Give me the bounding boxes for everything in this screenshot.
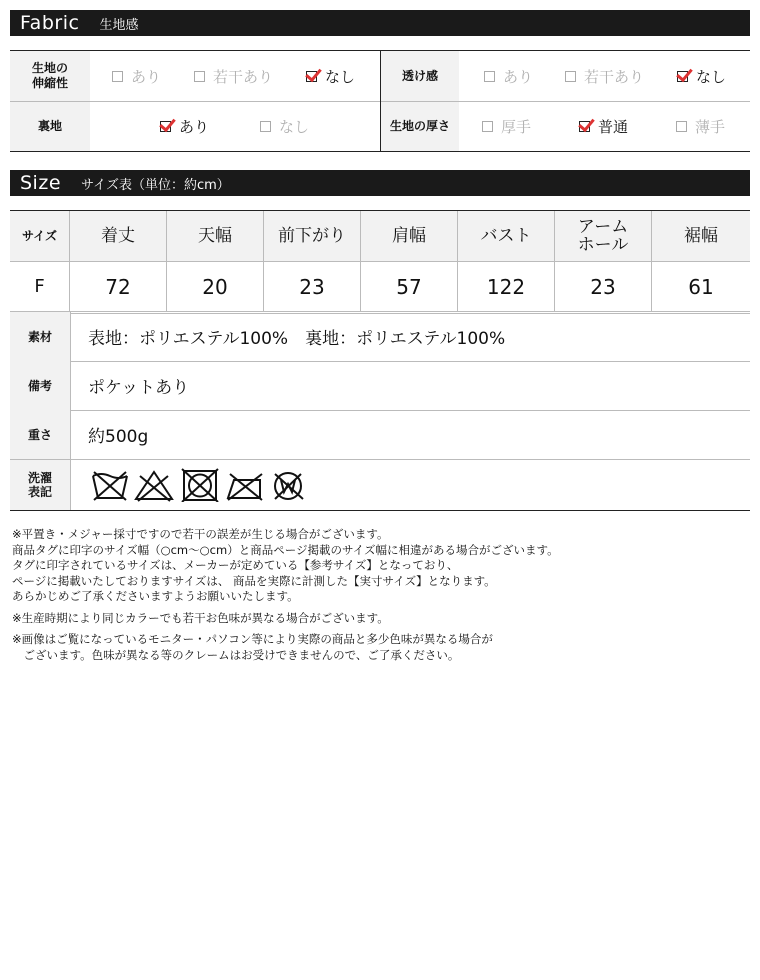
size-value-cell: 23 bbox=[264, 262, 361, 311]
fabric-table bbox=[10, 50, 750, 152]
stretch-label bbox=[10, 51, 90, 101]
size-col-header bbox=[264, 211, 361, 261]
care-icons bbox=[90, 468, 320, 502]
size-value-cell: 23 bbox=[555, 262, 652, 311]
no-wash-icon bbox=[93, 472, 127, 500]
no-wet-clean-icon bbox=[275, 473, 303, 499]
size-col-header bbox=[361, 211, 458, 261]
checkbox-icon bbox=[194, 71, 205, 82]
size-col-header-text: アーム ホール bbox=[577, 217, 629, 255]
size-section-header bbox=[10, 170, 750, 196]
checkbox-icon bbox=[484, 71, 495, 82]
thickness-label: 生地の厚さ bbox=[381, 102, 459, 151]
fabric-title: Fabric bbox=[20, 12, 80, 34]
thickness-option-usude bbox=[676, 102, 725, 151]
option-label: あり bbox=[131, 67, 162, 86]
stretch-option-nashi bbox=[306, 51, 355, 101]
care-label-line1: 洗濯 bbox=[27, 471, 52, 485]
option-label: あり bbox=[503, 67, 534, 86]
disclaimer-line: ございます。色味が異なる等のクレームはお受けできませんので、ご了承ください。 bbox=[12, 647, 460, 662]
size-corner-label: サイズ bbox=[10, 211, 70, 261]
care-row bbox=[10, 460, 750, 510]
sheer-option-ari bbox=[484, 51, 533, 101]
notes-row bbox=[10, 361, 750, 411]
no-bleach-icon bbox=[136, 472, 172, 501]
size-col-header bbox=[652, 211, 750, 261]
fabric-divider bbox=[380, 51, 381, 151]
fabric-subtitle: 生地感 bbox=[99, 17, 139, 33]
size-value-cell: 57 bbox=[361, 262, 458, 311]
disclaimer-line: あらかじめご了承くださいますようお願いいたします。 bbox=[12, 589, 299, 603]
size-value-cell: 20 bbox=[167, 262, 264, 311]
checkbox-icon bbox=[579, 121, 590, 132]
stretch-option-jakkan bbox=[194, 51, 273, 101]
size-col-header-text: バスト bbox=[480, 226, 532, 246]
care-label-line2: 表記 bbox=[27, 485, 52, 499]
option-label: 厚手 bbox=[501, 118, 532, 136]
option-label: なし bbox=[696, 67, 727, 86]
checkbox-icon bbox=[482, 121, 493, 132]
size-col-header bbox=[458, 211, 555, 261]
fabric-section-header bbox=[10, 10, 750, 36]
size-col-header bbox=[555, 211, 652, 261]
stretch-label-line1: 生地の bbox=[31, 61, 68, 75]
material-row bbox=[10, 312, 750, 362]
option-label: 若干あり bbox=[584, 67, 645, 86]
disclaimer-line: タグに印字されているサイズは、メーカーが定めている【参考サイズ】となっており、 bbox=[12, 558, 459, 572]
checkbox-icon bbox=[160, 121, 171, 132]
no-tumble-dry-icon bbox=[182, 469, 218, 502]
material-value: 表地：ポリエステル100% 裏地：ポリエステル100% bbox=[88, 329, 506, 349]
disclaimer-line: ※生産時期により同じカラーでも若干お色味が異なる場合がございます。 bbox=[12, 610, 389, 625]
option-label: 若干あり bbox=[213, 67, 274, 86]
size-col-header-text: 着丈 bbox=[101, 226, 135, 246]
disclaimer-notes bbox=[12, 527, 752, 663]
size-value-cell: 61 bbox=[688, 274, 714, 299]
disclaimer-line: ※画像はご覧になっているモニター・パソコン等により実際の商品と多少色味が異なる場合が bbox=[12, 632, 493, 646]
size-col-header-text: 天幅 bbox=[198, 226, 232, 246]
thickness-option-atsude bbox=[482, 102, 531, 151]
disclaimer-line: ページに掲載いたしておりますサイズは、 商品を実際に計測した【実寸サイズ】となります。 bbox=[12, 573, 496, 588]
checkbox-icon bbox=[306, 71, 317, 82]
weight-label: 重さ bbox=[10, 410, 71, 459]
size-value-cell: 122 bbox=[458, 262, 555, 311]
size-col-header-text: 肩幅 bbox=[392, 226, 426, 246]
size-table bbox=[10, 210, 750, 314]
sheer-label: 透け感 bbox=[381, 51, 459, 101]
checkbox-icon bbox=[677, 71, 688, 82]
care-label bbox=[10, 460, 71, 510]
weight-row bbox=[10, 410, 750, 460]
disclaimer-line: 商品タグに印字のサイズ幅（○cm〜○cm）と商品ページ掲載のサイズ幅に相違がある場合がございます。 bbox=[12, 542, 559, 557]
size-col-header bbox=[167, 211, 264, 261]
thickness-option-futsu bbox=[579, 102, 628, 151]
checkbox-icon bbox=[565, 71, 576, 82]
option-label: 普通 bbox=[598, 118, 629, 136]
size-subtitle: サイズ表（単位：約cm） bbox=[81, 177, 230, 193]
size-col-header-text: 裾幅 bbox=[684, 226, 718, 246]
size-col-header bbox=[70, 211, 167, 261]
stretch-label-line2: 伸縮性 bbox=[31, 76, 68, 90]
checkbox-icon bbox=[112, 71, 123, 82]
weight-value: 約500g bbox=[88, 427, 149, 447]
checkbox-icon bbox=[676, 121, 687, 132]
option-label: あり bbox=[179, 118, 210, 136]
size-value-cell: 72 bbox=[70, 262, 167, 311]
material-label: 素材 bbox=[10, 312, 71, 361]
size-row-label: F bbox=[10, 262, 70, 311]
lining-option-nashi bbox=[260, 102, 309, 151]
lining-label: 裏地 bbox=[10, 102, 90, 151]
size-col-header-text: 前下がり bbox=[278, 226, 346, 246]
lining-option-ari bbox=[160, 102, 209, 151]
option-label: 薄手 bbox=[695, 118, 726, 136]
sheer-option-jakkan bbox=[565, 51, 644, 101]
no-iron-icon bbox=[228, 474, 262, 500]
stretch-option-ari bbox=[112, 51, 161, 101]
option-label: なし bbox=[325, 67, 356, 86]
sheer-option-nashi bbox=[677, 51, 726, 101]
notes-label: 備考 bbox=[10, 361, 71, 410]
disclaimer-line: ※平置き・メジャー採寸ですので若干の誤差が生じる場合がございます。 bbox=[12, 527, 389, 541]
option-label: なし bbox=[279, 118, 310, 136]
checkbox-icon bbox=[260, 121, 271, 132]
info-table bbox=[10, 312, 750, 511]
notes-value: ポケットあり bbox=[88, 378, 190, 398]
size-title: Size bbox=[20, 172, 62, 194]
